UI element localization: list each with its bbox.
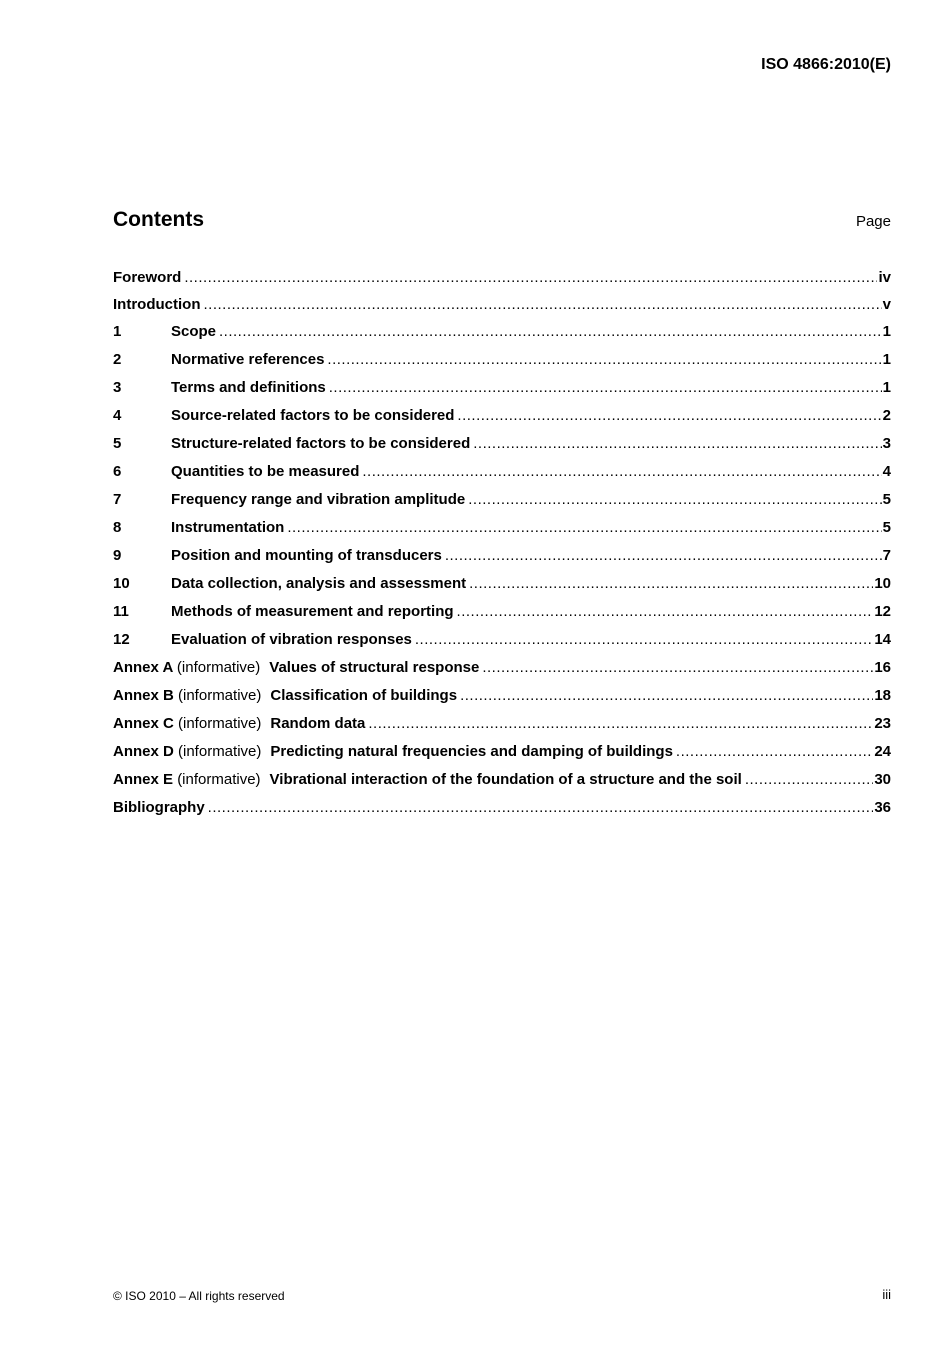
toc-entry-title: Source-related factors to be considered xyxy=(171,407,455,424)
toc-entry-title: Quantities to be measured xyxy=(171,463,360,480)
dot-leader xyxy=(219,318,882,346)
dot-leader xyxy=(184,264,877,291)
annex-type: (informative) xyxy=(178,743,262,760)
toc-entry-bibliography[interactable] xyxy=(113,794,891,821)
toc-entry-title: Foreword xyxy=(113,269,182,286)
toc-entry-number: 5 xyxy=(113,435,122,452)
toc-entry-page: 4 xyxy=(882,463,891,480)
contents-title: Contents xyxy=(113,208,204,231)
annex-type: (informative) xyxy=(178,687,262,704)
toc-entry-title: Random data xyxy=(270,715,366,732)
toc-entry-page: 5 xyxy=(882,519,891,536)
toc-entry-clause-2[interactable] xyxy=(113,346,891,374)
dot-leader xyxy=(676,738,873,766)
toc-entry-title: Frequency range and vibration amplitude xyxy=(171,491,466,508)
dot-leader xyxy=(468,486,881,514)
toc-entry-clause-9[interactable] xyxy=(113,542,891,570)
toc-entry-annex-c[interactable] xyxy=(113,710,891,738)
toc-entry-annex-e[interactable] xyxy=(113,766,891,794)
toc-entry-clause-6[interactable] xyxy=(113,458,891,486)
dot-leader xyxy=(287,514,881,542)
toc-entry-title: Terms and definitions xyxy=(171,379,326,396)
toc-entry-page: 36 xyxy=(874,799,891,816)
table-of-contents xyxy=(113,264,891,821)
toc-entry-title: Position and mounting of transducers xyxy=(171,547,442,564)
toc-entry-number: 1 xyxy=(113,323,122,340)
toc-entry-page: iv xyxy=(878,269,891,286)
toc-entry-page: 18 xyxy=(874,687,891,704)
toc-entry-page: 1 xyxy=(882,379,891,396)
toc-entry-page: 2 xyxy=(882,407,891,424)
dot-leader xyxy=(469,570,873,598)
annex-type: (informative) xyxy=(176,659,261,676)
toc-entry-title: Methods of measurement and reporting xyxy=(171,603,454,620)
toc-entry-title: Scope xyxy=(171,323,217,340)
annex-label xyxy=(113,766,261,794)
toc-entry-clause-7[interactable] xyxy=(113,486,891,514)
annex-letter: Annex C xyxy=(113,715,174,732)
toc-entry-number: 8 xyxy=(113,519,122,536)
toc-entry-title: Bibliography xyxy=(113,799,205,816)
annex-letter: Annex A xyxy=(113,659,173,676)
toc-entry-title: Evaluation of vibration responses xyxy=(171,631,412,648)
dot-leader xyxy=(482,654,873,682)
toc-entry-annex-b[interactable] xyxy=(113,682,891,710)
dot-leader xyxy=(362,458,881,486)
annex-label xyxy=(113,738,261,766)
toc-entry-number: 4 xyxy=(113,407,122,424)
dot-leader xyxy=(327,346,881,374)
toc-entry-clause-5[interactable] xyxy=(113,430,891,458)
toc-entry-page: 12 xyxy=(874,603,891,620)
toc-entry-title: Introduction xyxy=(113,296,201,313)
annex-label xyxy=(113,654,260,682)
toc-entry-title: Classification of buildings xyxy=(270,687,458,704)
dot-leader xyxy=(457,402,881,430)
toc-entry-page: v xyxy=(882,296,891,313)
toc-entry-number: 12 xyxy=(113,631,130,648)
toc-entry-title: Structure-related factors to be considered xyxy=(171,435,471,452)
toc-entry-clause-3[interactable] xyxy=(113,374,891,402)
dot-leader xyxy=(329,374,882,402)
toc-entry-page: 1 xyxy=(882,323,891,340)
annex-letter: Annex B xyxy=(113,687,174,704)
dot-leader xyxy=(415,626,873,654)
toc-entry-clause-1[interactable] xyxy=(113,318,891,346)
toc-entry-page: 5 xyxy=(882,491,891,508)
toc-entry-number: 2 xyxy=(113,351,122,368)
toc-entry-number: 9 xyxy=(113,547,122,564)
page-number: iii xyxy=(882,1287,891,1302)
page-column-label: Page xyxy=(855,213,891,230)
dot-leader xyxy=(460,682,873,710)
copyright-notice: © ISO 2010 – All rights reserved xyxy=(113,1289,285,1303)
toc-entry-number: 3 xyxy=(113,379,122,396)
annex-type: (informative) xyxy=(177,771,261,788)
dot-leader xyxy=(745,766,874,794)
toc-entry-number: 10 xyxy=(113,575,130,592)
toc-entry-introduction[interactable] xyxy=(113,291,891,318)
toc-entry-title: Predicting natural frequencies and damping of buildings xyxy=(270,743,673,760)
toc-entry-title: Normative references xyxy=(171,351,325,368)
toc-entry-clause-4[interactable] xyxy=(113,402,891,430)
annex-letter: Annex D xyxy=(113,743,174,760)
dot-leader xyxy=(457,598,874,626)
dot-leader xyxy=(445,542,882,570)
toc-entry-title: Vibrational interaction of the foundation of a structure and the soil xyxy=(269,771,742,788)
toc-entry-page: 30 xyxy=(874,771,891,788)
dot-leader xyxy=(203,291,881,318)
toc-entry-page: 14 xyxy=(874,631,891,648)
toc-entry-page: 3 xyxy=(882,435,891,452)
dot-leader xyxy=(208,794,874,821)
toc-entry-number: 11 xyxy=(113,603,129,620)
toc-entry-number: 6 xyxy=(113,463,122,480)
toc-entry-page: 16 xyxy=(874,659,891,676)
annex-label xyxy=(113,682,261,710)
toc-entry-title: Instrumentation xyxy=(171,519,285,536)
toc-entry-title: Values of structural response xyxy=(269,659,480,676)
toc-entry-clause-10[interactable] xyxy=(113,570,891,598)
toc-entry-foreword[interactable] xyxy=(113,264,891,291)
toc-entry-page: 10 xyxy=(874,575,891,592)
toc-entry-title: Data collection, analysis and assessment xyxy=(171,575,467,592)
contents-header xyxy=(113,208,891,232)
annex-type: (informative) xyxy=(178,715,262,732)
dot-leader xyxy=(473,430,881,458)
document-id: ISO 4866:2010(E) xyxy=(761,56,891,73)
toc-entry-number: 7 xyxy=(113,491,122,508)
toc-entry-annex-d[interactable] xyxy=(113,738,891,766)
toc-entry-clause-11[interactable] xyxy=(113,598,891,626)
toc-entry-page: 1 xyxy=(882,351,891,368)
toc-entry-annex-a[interactable] xyxy=(113,654,891,682)
toc-entry-page: 7 xyxy=(882,547,891,564)
toc-entry-clause-12[interactable] xyxy=(113,626,891,654)
toc-entry-page: 24 xyxy=(874,743,891,760)
toc-entry-clause-8[interactable] xyxy=(113,514,891,542)
annex-letter: Annex E xyxy=(113,771,174,788)
annex-label xyxy=(113,710,261,738)
toc-entry-page: 23 xyxy=(874,715,891,732)
dot-leader xyxy=(368,710,873,738)
